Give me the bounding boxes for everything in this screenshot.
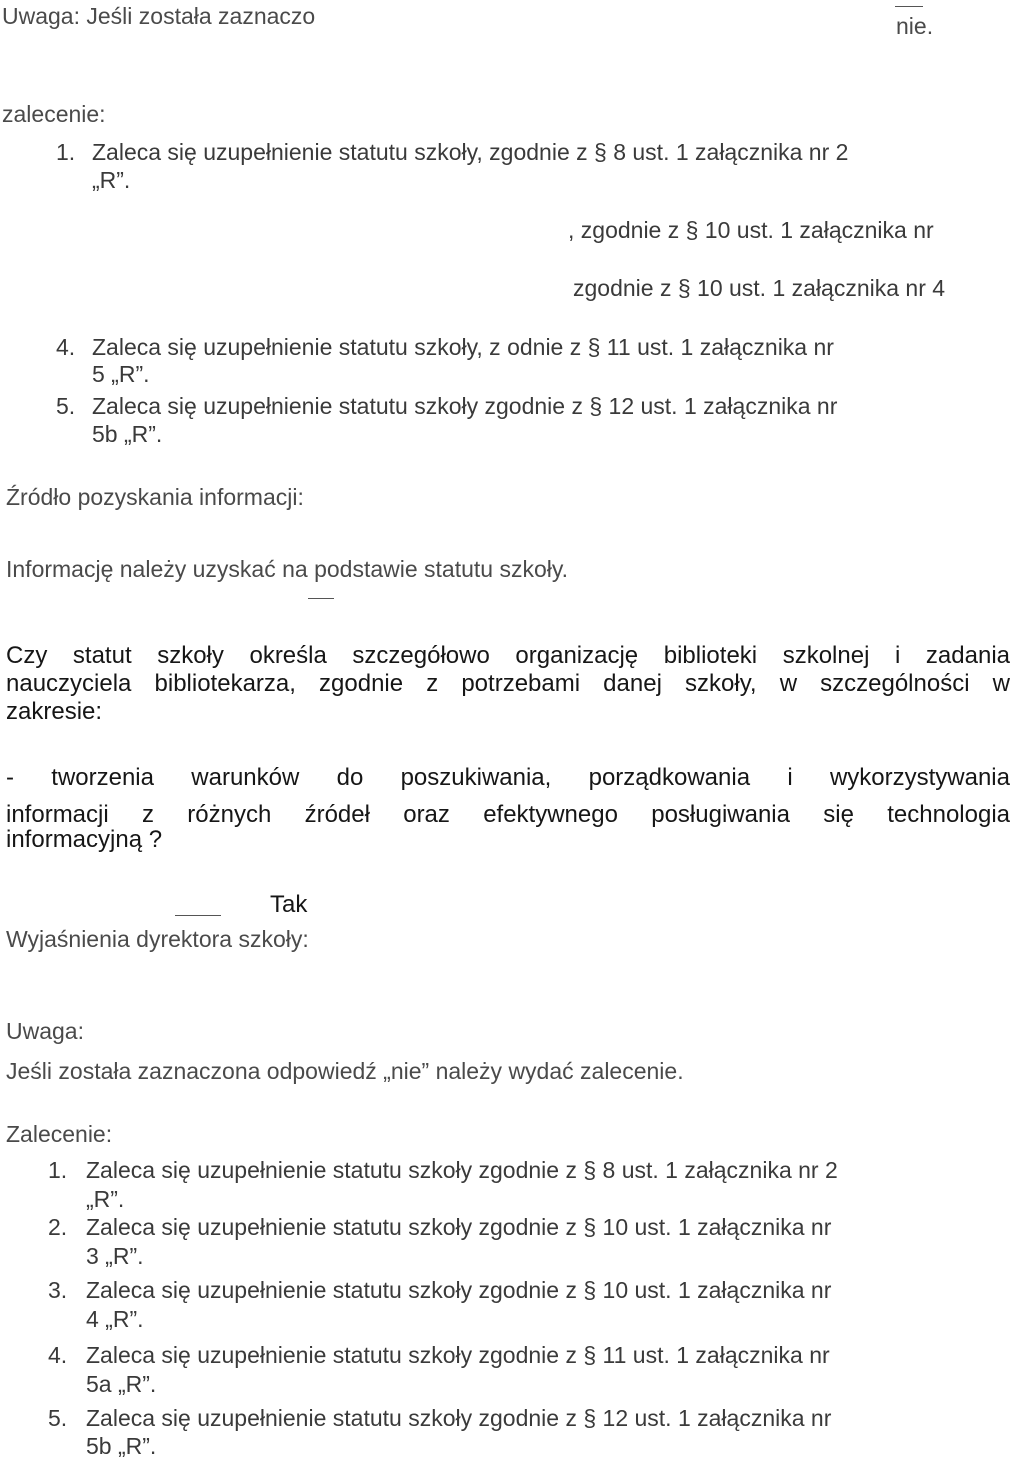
rec1-item-1-cont: „R”. xyxy=(92,167,131,193)
rec2-item-1-text: Zaleca się uzupełnienie statutu szkoły zgodnie z § 8 ust. 1 załącznika nr 2 xyxy=(86,1157,838,1183)
rec2-item-1-number: 1. xyxy=(48,1157,68,1183)
note2-label: Uwaga: xyxy=(6,1018,84,1044)
question-line-3: zakresie: xyxy=(6,698,103,725)
rec2-heading: Zalecenie: xyxy=(6,1121,113,1147)
rec2-item-3-number: 3. xyxy=(48,1277,68,1303)
rec2-item-2-number: 2. xyxy=(48,1214,68,1240)
rec1-item-4-number: 4. xyxy=(56,334,76,360)
rec2-item-3-text: Zaleca się uzupełnienie statutu szkoły zgodnie z § 10 ust. 1 załącznika nr xyxy=(86,1277,832,1303)
rec1-item-4-cont: 5 „R”. xyxy=(92,361,150,387)
rec1-item-4-text: Zaleca się uzupełnienie statutu szkoły, z odnie z § 11 ust. 1 załącznika nr xyxy=(92,334,834,360)
rec2-item-1-cont: „R”. xyxy=(86,1186,125,1212)
question-line-2: nauczyciela bibliotekarza, zgodnie z potrzebami danej szkoły, w szczególności w xyxy=(6,670,1010,697)
rec2-item-4-text: Zaleca się uzupełnienie statutu szkoły zgodnie z § 11 ust. 1 załącznika nr xyxy=(86,1342,830,1368)
rec2-item-4-cont: 5a „R”. xyxy=(86,1371,157,1397)
rec2-item-2-text: Zaleca się uzupełnienie statutu szkoły zgodnie z § 10 ust. 1 załącznika nr xyxy=(86,1214,832,1240)
top-nie: nie. xyxy=(896,13,934,39)
rec1-item-5-text: Zaleca się uzupełnienie statutu szkoły zgodnie z § 12 ust. 1 załącznika nr xyxy=(92,393,838,419)
rec1-item-1-text: Zaleca się uzupełnienie statutu szkoły, zgodnie z § 8 ust. 1 załącznika nr 2 xyxy=(92,139,849,165)
rec1-item-5-cont: 5b „R”. xyxy=(92,421,163,447)
answer-tak: Tak xyxy=(270,891,308,918)
rec1-item-2-text: , zgodnie z § 10 ust. 1 załącznika nr xyxy=(568,217,934,243)
question-bullet-line-2: informacji z różnych źródeł oraz efektywnego posługiwania się technologia xyxy=(6,801,1010,828)
rec2-item-5-text: Zaleca się uzupełnienie statutu szkoły zgodnie z § 12 ust. 1 załącznika nr xyxy=(86,1405,832,1431)
explanation-label: Wyjaśnienia dyrektora szkoły: xyxy=(6,926,309,952)
rec2-item-2-cont: 3 „R”. xyxy=(86,1243,144,1269)
answer-underline xyxy=(895,6,923,7)
question-bullet-line-1: - tworzenia warunków do poszukiwania, porządkowania i wykorzystywania xyxy=(6,764,1010,791)
rec1-heading: zalecenie: xyxy=(2,101,106,127)
top-note: Uwaga: Jeśli została zaznaczo xyxy=(2,3,316,29)
question-line-1: Czy statut szkoły określa szczegółowo organizację biblioteki szkolnej i zadania xyxy=(6,642,1010,669)
rec2-item-4-number: 4. xyxy=(48,1342,68,1368)
source-text: Informację należy uzyskać na podstawie statutu szkoły. xyxy=(6,556,569,582)
question-bullet-line-3: informacyjną ? xyxy=(6,826,163,853)
rec2-item-3-cont: 4 „R”. xyxy=(86,1306,144,1332)
rec1-item-1-number: 1. xyxy=(56,139,76,165)
rec2-item-5-cont: 5b „R”. xyxy=(86,1433,157,1459)
rec1-item-3-text: zgodnie z § 10 ust. 1 załącznika nr 4 xyxy=(573,275,946,301)
answer-blank-line xyxy=(175,915,221,916)
note2-text: Jeśli została zaznaczona odpowiedź „nie” należy wydać zalecenie. xyxy=(6,1058,684,1084)
rec1-item-5-number: 5. xyxy=(56,393,76,419)
separator-line xyxy=(308,598,334,599)
source-heading: Źródło pozyskania informacji: xyxy=(6,484,304,510)
rec2-item-5-number: 5. xyxy=(48,1405,68,1431)
